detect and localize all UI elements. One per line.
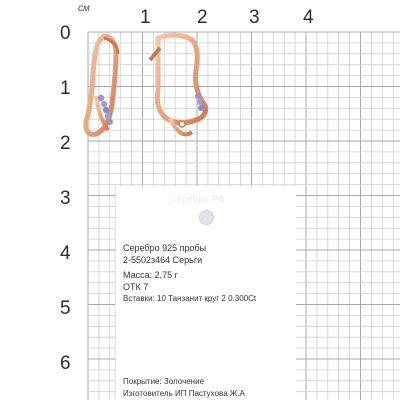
stone [107,119,113,125]
tag-line-coating: Покрытие: Золочение [123,377,205,386]
ruler-top-label-3: 3 [249,7,260,28]
ruler-unit-label: см [78,3,90,14]
ruler-top-label-4: 4 [303,7,314,28]
stone [198,105,204,111]
ruler-left-label-4: 4 [60,243,71,264]
stone [195,93,201,99]
ruler-top-label-1: 1 [140,7,151,28]
ruler-top-label-2: 2 [197,7,208,28]
ruler-left-label-0: 0 [60,23,71,44]
stone [103,107,109,113]
tag-line-manufacturer: Изготовитель ИП Пастухова Ж.А [123,389,245,398]
tag-hole [199,210,214,225]
tag-watermark: Серебро РФ [170,194,225,204]
tag-line-inserts: Вставки: 10 Танзанит круг 2 0.300Ct [123,294,257,303]
product-tag [115,186,296,400]
tag-line-article: 2-5502з464 Серьги [123,255,203,265]
ruler-left-label-1: 1 [60,78,71,99]
tag-line-metal: Серебро 925 пробы [123,243,207,253]
stone [101,101,107,107]
tag-line-weight: Масса: 2,75 г [123,270,178,280]
right-earring [150,35,206,134]
ruler-left-label-2: 2 [60,133,71,154]
ruler-left-label-6: 6 [60,353,71,374]
ruler-left-label-5: 5 [60,298,71,319]
left-earring [86,36,118,134]
stone [98,95,104,101]
tag-line-otk: ОТК 7 [123,282,149,292]
ruler-left-label-3: 3 [60,188,71,209]
stone [105,113,111,119]
stone [197,99,203,105]
